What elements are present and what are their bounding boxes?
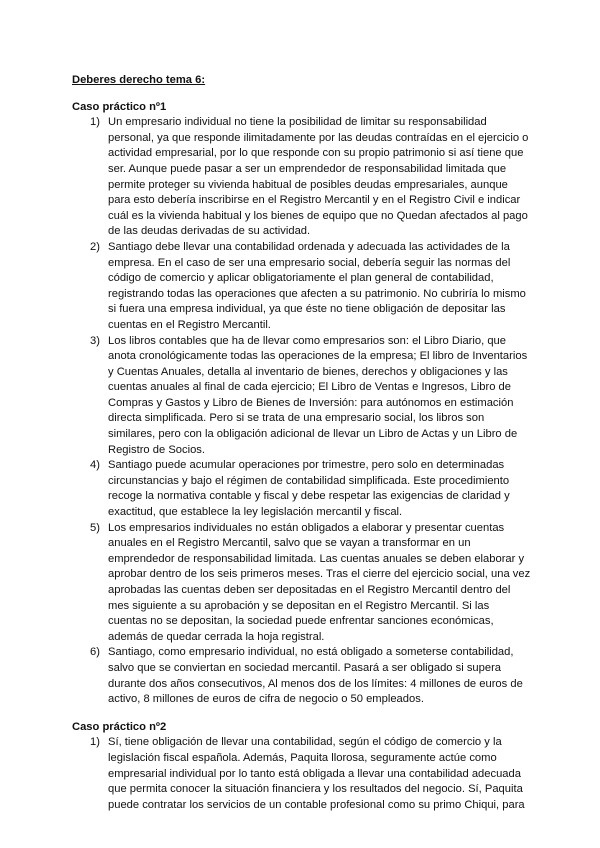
list-number: 5) [90, 521, 100, 534]
text-line: Sí, tiene obligación de llevar una contabilidad, según el código de comercio y la [108, 736, 502, 749]
text-line: actividad empresarial, por lo que responde con su propio patrimonio si así tiene que [108, 147, 524, 160]
text-line: recoge la normativa contable y fiscal y debe respetar las exigencias de claridad y [108, 490, 510, 503]
text-line: exactitud, que establece la ley legislación mercantil y fiscal. [108, 506, 403, 519]
list-number: 4) [90, 459, 100, 472]
list-number: 6) [90, 646, 100, 659]
list-number: 3) [90, 334, 100, 347]
text-line: emprendedor de responsabilidad limitada. Las cuentas anuales se deben elaborar y [108, 552, 525, 565]
text-line: puede contratar los servicios de un contable profesional como su primo Chiqui, para [108, 798, 525, 811]
text-line: anuales en el Registro Mercantil, salvo que se vayan a transformar en un [108, 537, 471, 550]
case-heading: Caso práctico nº1 [72, 100, 167, 113]
list-item [72, 645, 542, 707]
text-line: Santiago puede acumular operaciones por trimestre, pero solo en determinadas [108, 459, 505, 472]
text-line: de las deudas derivadas de su actividad. [108, 225, 311, 238]
text-line: Santiago debe llevar una contabilidad ordenada y adecuada las actividades de la [108, 240, 510, 253]
text-line: Un empresario individual no tiene la posibilidad de limitar su responsabilidad [108, 116, 487, 129]
text-line: que permita conocer la situación financiera y los resultados del negocio. Sí, Paquita [108, 783, 523, 796]
text-line: aprobar dentro de los seis primeros meses. Tras el cierre del ejercicio social, una vez [108, 568, 531, 581]
list-item [72, 735, 542, 813]
text-line: Santiago, como empresario individual, no está obligado a someterse contabilidad, [108, 646, 514, 659]
text-line: código de comercio y aplicar obligatoriamente el plan general de contabilidad, [108, 272, 494, 285]
text-line: cuentas en el Registro Mercantil. [108, 318, 271, 331]
document-title: Deberes derecho tema 6: [72, 74, 206, 86]
text-line: Compras y Gastos y Libro de Bienes de Inversión: para autónomos en estimación [108, 396, 514, 409]
text-line: Los libros contables que ha de llevar como empresarios son: el Libro Diario, que [108, 334, 506, 347]
list-number: 1) [90, 736, 100, 749]
list-item [72, 521, 542, 646]
text-line: empresa. En el caso de ser una empresario social, debería seguir las normas del [108, 256, 511, 269]
list-item [72, 334, 542, 459]
list-item [72, 240, 542, 334]
case-heading: Caso práctico nº2 [72, 720, 167, 733]
text-line: directa simplificada. Pero si se trata de una empresario social, los libros son [108, 412, 485, 425]
text-line: si fuera una empresa individual, ya que éste no tiene obligación de depositar las [108, 303, 506, 316]
text-line: legislación fiscal española. Además, Paquita llorosa, seguramente actúe como [108, 751, 497, 764]
text-line: mes siguiente a su aprobación y se depositan en el Registro Mercantil. Si las [108, 599, 490, 612]
text-line: además de quedar cerrada la hoja registral. [108, 630, 325, 643]
text-line: durante dos años consecutivos, Al menos dos de los límites: 4 millones de euros de [108, 677, 523, 690]
text-line: cuál es la vivienda habitual y los bienes de equipo que no Quedan afectados al pago [108, 209, 528, 222]
text-line: salvo que se conviertan en sociedad mercantil. Pasará a ser obligado si supera [108, 661, 502, 674]
text-line: circunstancias y bajo el régimen de contabilidad simplificada. Este procedimiento [108, 474, 510, 487]
document-page [72, 73, 542, 813]
text-line: cuentas no se depositan, la sociedad puede enfrentar sanciones económicas, [108, 615, 494, 628]
text-line: personal, ya que responde ilimitadamente por las deudas contraídas en el ejercicio o [108, 131, 529, 144]
cases-container [72, 100, 542, 814]
text-line: Registro de Socios. [108, 443, 206, 456]
text-line: activo, 8 millones de euros de cifra de negocio o 50 empleados. [108, 693, 424, 706]
list-number: 1) [90, 116, 100, 129]
list-item [72, 115, 542, 240]
text-line: empresarial individual por lo tanto está obligada a llevar una contabilidad adecuada [108, 767, 521, 780]
text-line: anota cronológicamente todas las operaciones de la empresa; El libro de Inventarios [108, 350, 528, 363]
text-line: permite proteger su vivienda habitual de posibles deudas empresariales, aunque [108, 178, 508, 191]
list-item [72, 458, 542, 520]
text-line: similares, pero con la obligación adicional de llevar un Libro de Actas y un Libro de [108, 428, 518, 441]
text-line: cuentas anuales al final de cada ejercicio; El Libro de Ventas e Ingresos, Libro de [108, 381, 512, 394]
text-line: registrando todas las operaciones que afecten a su patrimonio. No cubriría lo mismo [108, 287, 526, 300]
text-line: ser. Aunque puede pasar a ser un emprendedor de responsabilidad limitada que [108, 162, 507, 175]
text-line: aprobadas las cuentas deben ser depositadas en el Registro Mercantil dentro del [108, 584, 511, 596]
list-number: 2) [90, 240, 100, 253]
text-line: y Cuentas Anuales, detalla al inventario de bienes, derechos y obligaciones y las [108, 365, 508, 378]
text-line: Los empresarios individuales no están obligados a elaborar y presentar cuentas [108, 521, 505, 534]
text-line: para esto debería inscribirse en el Registro Mercantil y en el Registro Civil e indicar [108, 194, 521, 207]
